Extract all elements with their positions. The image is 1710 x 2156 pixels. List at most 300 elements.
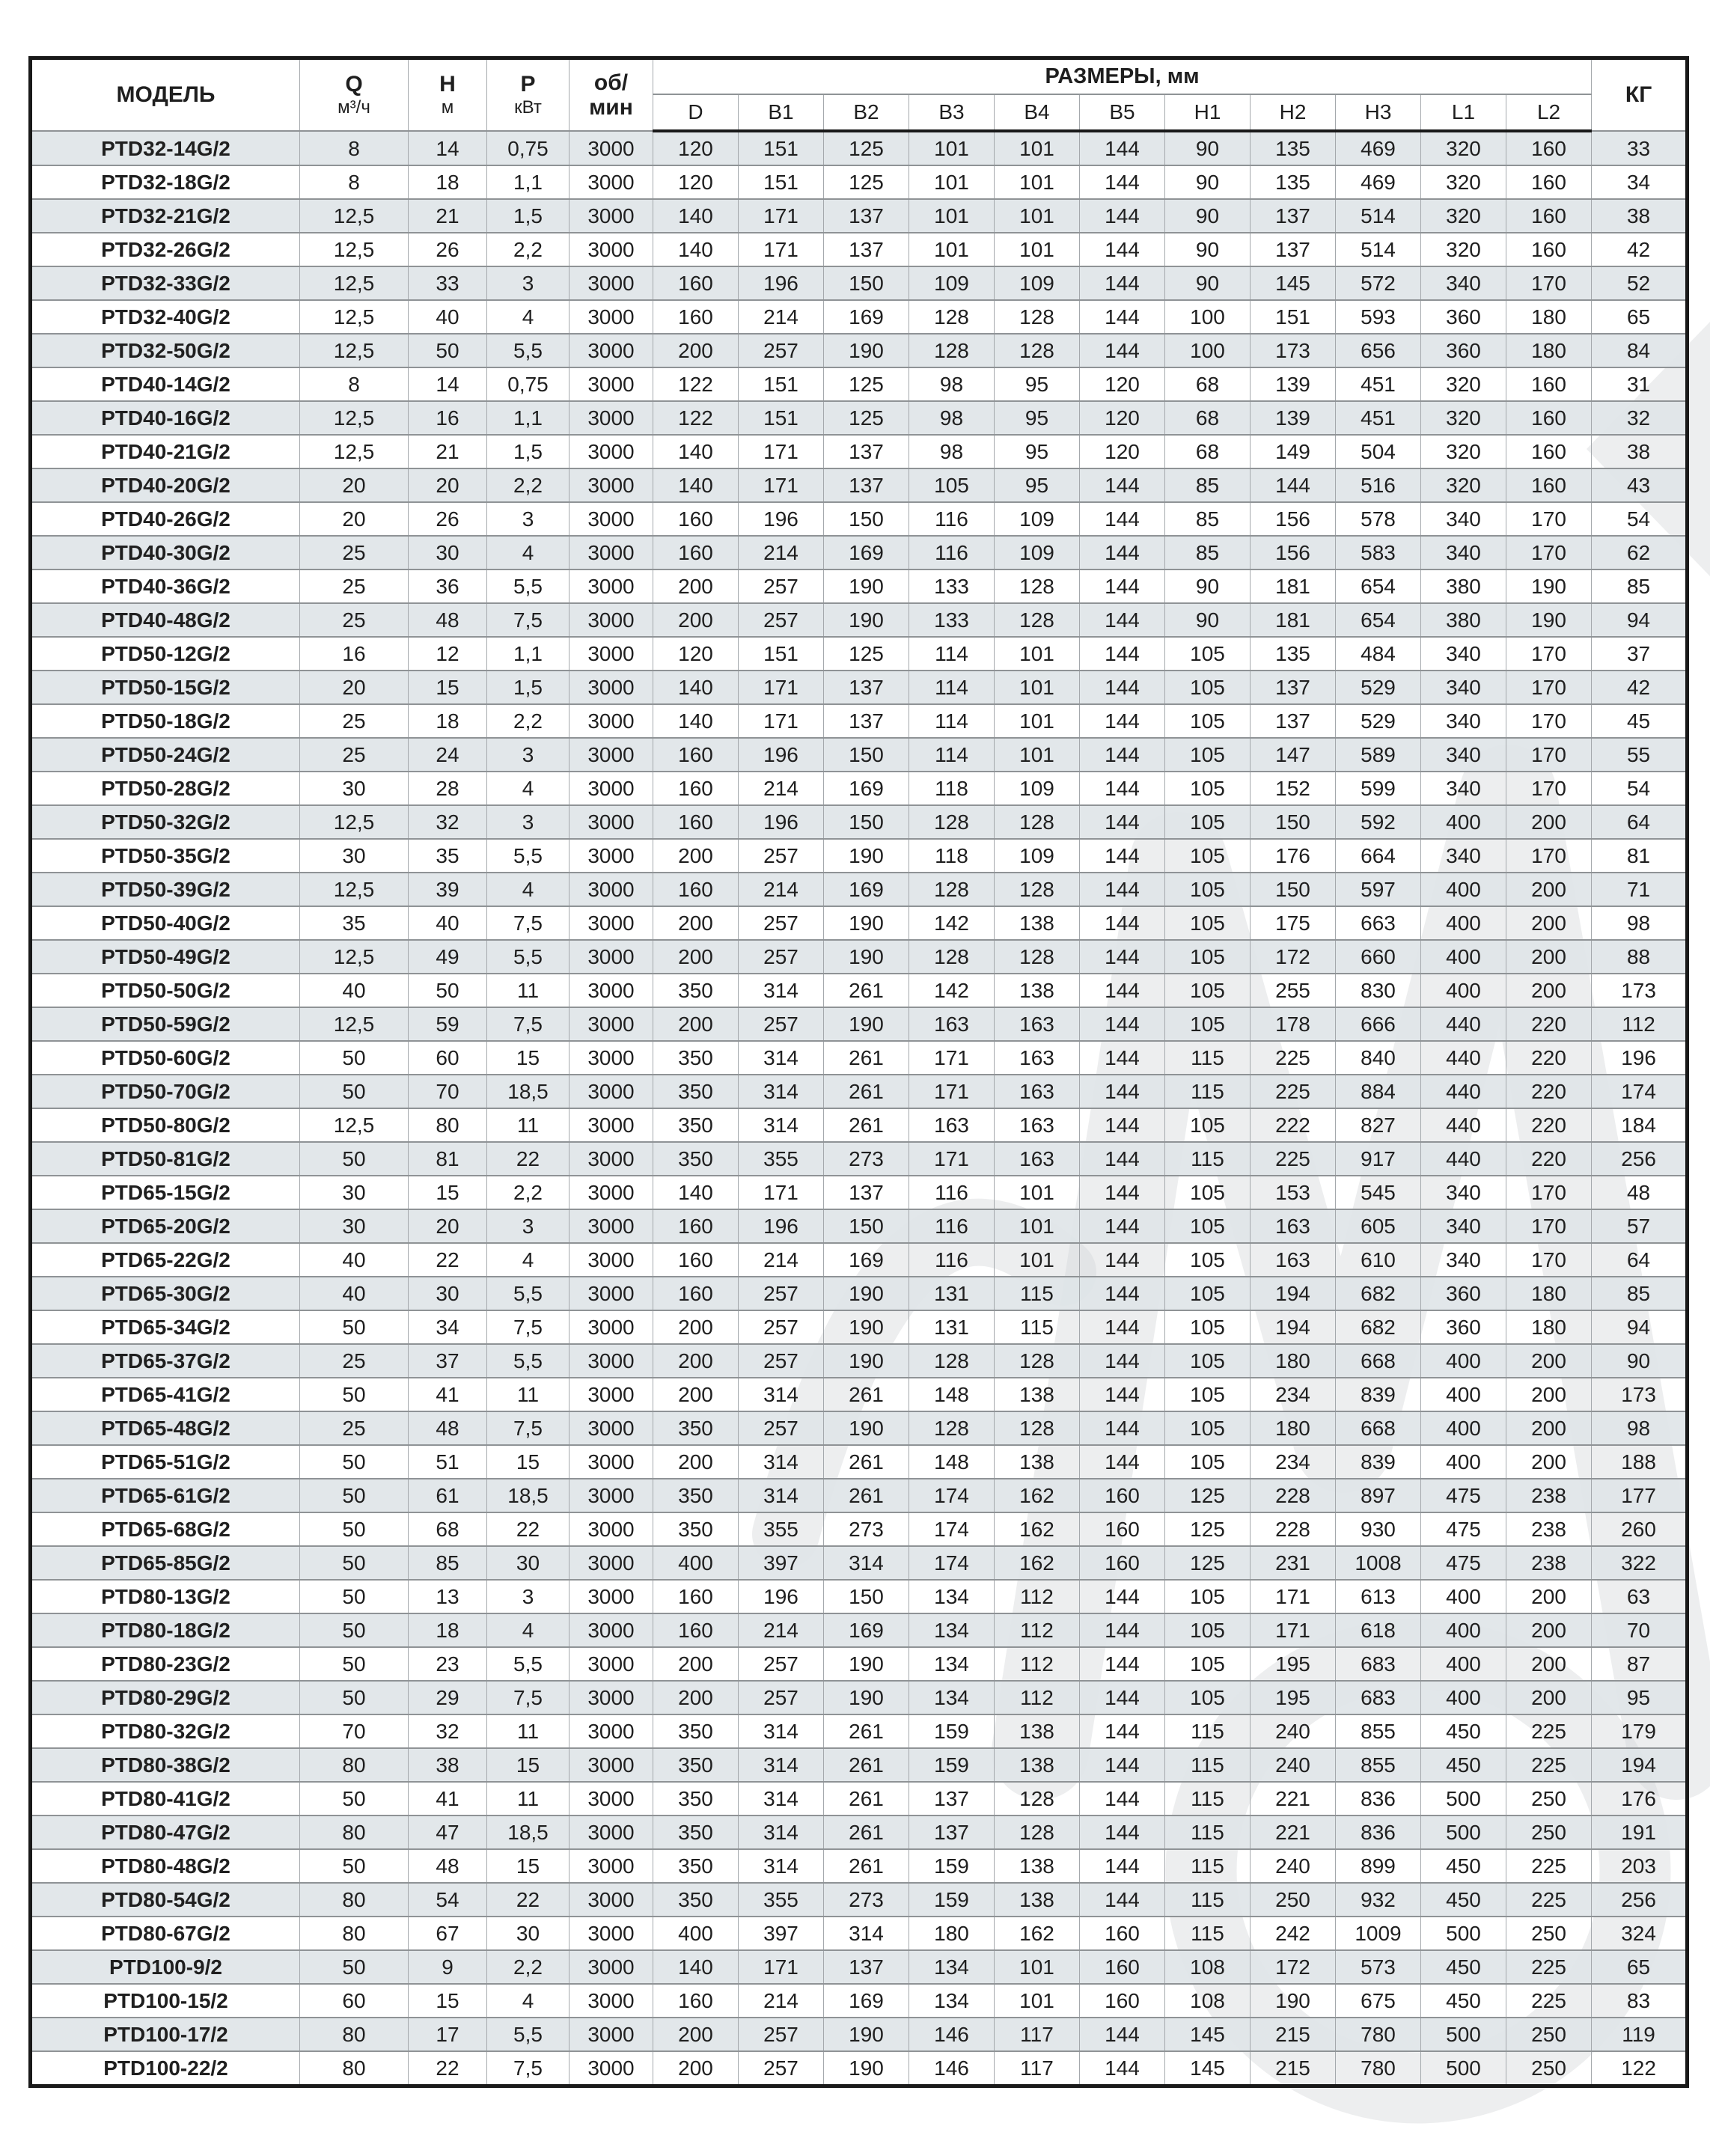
- value-cell: 350: [653, 1883, 739, 1917]
- model-cell: PTD32-26G/2: [31, 233, 300, 266]
- value-cell: 7,5: [487, 2051, 570, 2086]
- model-cell: PTD80-54G/2: [31, 1883, 300, 1917]
- value-cell: 7,5: [487, 1681, 570, 1714]
- value-cell: 25: [300, 704, 409, 738]
- value-cell: 228: [1251, 1479, 1336, 1512]
- value-cell: 200: [1506, 974, 1592, 1007]
- value-cell: 257: [739, 1344, 824, 1378]
- value-cell: 261: [824, 1782, 909, 1816]
- value-cell: 163: [909, 1108, 995, 1142]
- value-cell: 3000: [570, 1950, 653, 1984]
- value-cell: 840: [1336, 1041, 1421, 1075]
- value-cell: 675: [1336, 1984, 1421, 2018]
- value-cell: 400: [1421, 974, 1506, 1007]
- value-cell: 350: [653, 1714, 739, 1748]
- value-cell: 85: [1592, 569, 1688, 603]
- value-cell: 12,5: [300, 805, 409, 839]
- table-row: [31, 1411, 1688, 1445]
- value-cell: 55: [1592, 738, 1688, 772]
- value-cell: 38: [409, 1748, 487, 1782]
- value-cell: 160: [653, 1209, 739, 1243]
- value-cell: 138: [995, 974, 1080, 1007]
- value-cell: 101: [995, 704, 1080, 738]
- value-cell: 48: [409, 1849, 487, 1883]
- value-cell: 17: [409, 2018, 487, 2051]
- value-cell: 3000: [570, 536, 653, 569]
- value-cell: 67: [409, 1917, 487, 1950]
- value-cell: 3000: [570, 1782, 653, 1816]
- value-cell: 160: [1506, 435, 1592, 468]
- value-cell: 68: [409, 1512, 487, 1546]
- value-cell: 117: [995, 2018, 1080, 2051]
- value-cell: 190: [824, 334, 909, 367]
- column-header-l2: L2: [1506, 94, 1592, 131]
- value-cell: 400: [1421, 1378, 1506, 1411]
- value-cell: 80: [300, 1883, 409, 1917]
- value-cell: 105: [1165, 1243, 1251, 1277]
- value-cell: 196: [739, 266, 824, 300]
- value-cell: 234: [1251, 1378, 1336, 1411]
- model-cell: PTD32-18G/2: [31, 165, 300, 199]
- value-cell: 225: [1506, 1984, 1592, 2018]
- value-cell: 256: [1592, 1142, 1688, 1176]
- value-cell: 3000: [570, 974, 653, 1007]
- model-cell: PTD65-51G/2: [31, 1445, 300, 1479]
- value-cell: 144: [1080, 1411, 1165, 1445]
- value-cell: 152: [1251, 772, 1336, 805]
- table-row: [31, 906, 1688, 940]
- value-cell: 160: [653, 300, 739, 334]
- model-cell: PTD50-12G/2: [31, 637, 300, 671]
- value-cell: 190: [824, 1344, 909, 1378]
- value-cell: 350: [653, 1142, 739, 1176]
- value-cell: 70: [409, 1075, 487, 1108]
- value-cell: 8: [300, 165, 409, 199]
- value-cell: 340: [1421, 738, 1506, 772]
- model-cell: PTD100-22/2: [31, 2051, 300, 2086]
- value-cell: 85: [409, 1546, 487, 1580]
- value-cell: 214: [739, 1243, 824, 1277]
- value-cell: 128: [995, 569, 1080, 603]
- value-cell: 115: [995, 1277, 1080, 1310]
- value-cell: 159: [909, 1849, 995, 1883]
- value-cell: 3000: [570, 1984, 653, 2018]
- table-row: [31, 536, 1688, 569]
- value-cell: 20: [300, 468, 409, 502]
- value-cell: 340: [1421, 536, 1506, 569]
- value-cell: 225: [1506, 1883, 1592, 1917]
- value-cell: 169: [824, 1984, 909, 2018]
- table-row: [31, 805, 1688, 839]
- value-cell: 184: [1592, 1108, 1688, 1142]
- value-cell: 191: [1592, 1816, 1688, 1849]
- value-cell: 125: [824, 131, 909, 165]
- value-cell: 171: [909, 1142, 995, 1176]
- value-cell: 355: [739, 1142, 824, 1176]
- value-cell: 94: [1592, 1310, 1688, 1344]
- table-row: [31, 199, 1688, 233]
- table-body: [31, 131, 1688, 2086]
- value-cell: 190: [824, 1681, 909, 1714]
- value-cell: 90: [1165, 569, 1251, 603]
- value-cell: 469: [1336, 131, 1421, 165]
- value-cell: 221: [1251, 1782, 1336, 1816]
- value-cell: 450: [1421, 1950, 1506, 1984]
- value-cell: 400: [1421, 1344, 1506, 1378]
- value-cell: 350: [653, 1041, 739, 1075]
- table-row: [31, 1344, 1688, 1378]
- value-cell: 137: [1251, 671, 1336, 704]
- value-cell: 170: [1506, 738, 1592, 772]
- value-cell: 3000: [570, 1647, 653, 1681]
- value-cell: 50: [300, 1378, 409, 1411]
- value-cell: 4: [487, 1243, 570, 1277]
- table-header: [31, 58, 1688, 132]
- value-cell: 1009: [1336, 1917, 1421, 1950]
- value-cell: 9: [409, 1950, 487, 1984]
- value-cell: 160: [653, 1243, 739, 1277]
- value-cell: 125: [824, 165, 909, 199]
- value-cell: 160: [653, 873, 739, 906]
- value-cell: 42: [1592, 671, 1688, 704]
- value-cell: 397: [739, 1546, 824, 1580]
- value-cell: 932: [1336, 1883, 1421, 1917]
- value-cell: 128: [995, 334, 1080, 367]
- value-cell: 440: [1421, 1075, 1506, 1108]
- value-cell: 500: [1421, 1816, 1506, 1849]
- value-cell: 200: [1506, 1378, 1592, 1411]
- value-cell: 529: [1336, 671, 1421, 704]
- value-cell: 16: [300, 637, 409, 671]
- value-cell: 18,5: [487, 1479, 570, 1512]
- value-cell: 120: [1080, 435, 1165, 468]
- value-cell: 100: [1165, 334, 1251, 367]
- value-cell: 3000: [570, 1512, 653, 1546]
- value-cell: 128: [909, 805, 995, 839]
- table-row: [31, 873, 1688, 906]
- value-cell: 225: [1251, 1041, 1336, 1075]
- value-cell: 656: [1336, 334, 1421, 367]
- value-cell: 115: [1165, 1748, 1251, 1782]
- value-cell: 190: [824, 1310, 909, 1344]
- value-cell: 5,5: [487, 1344, 570, 1378]
- value-cell: 23: [409, 1647, 487, 1681]
- value-cell: 599: [1336, 772, 1421, 805]
- value-cell: 171: [739, 468, 824, 502]
- value-cell: 119: [1592, 2018, 1688, 2051]
- value-cell: 3000: [570, 906, 653, 940]
- value-cell: 15: [487, 1445, 570, 1479]
- value-cell: 98: [909, 435, 995, 468]
- value-cell: 3000: [570, 1816, 653, 1849]
- value-cell: 682: [1336, 1310, 1421, 1344]
- column-header-h1: H1: [1165, 94, 1251, 131]
- value-cell: 171: [909, 1041, 995, 1075]
- value-cell: 1,5: [487, 671, 570, 704]
- value-cell: 780: [1336, 2018, 1421, 2051]
- value-cell: 163: [995, 1108, 1080, 1142]
- value-cell: 144: [1080, 1849, 1165, 1883]
- value-cell: 200: [653, 1445, 739, 1479]
- value-cell: 151: [739, 637, 824, 671]
- value-cell: 160: [1080, 1546, 1165, 1580]
- value-cell: 200: [1506, 873, 1592, 906]
- value-cell: 144: [1080, 637, 1165, 671]
- value-cell: 84: [1592, 334, 1688, 367]
- model-cell: PTD80-23G/2: [31, 1647, 300, 1681]
- value-cell: 261: [824, 1445, 909, 1479]
- value-cell: 255: [1251, 974, 1336, 1007]
- value-cell: 314: [739, 1479, 824, 1512]
- value-cell: 2,2: [487, 233, 570, 266]
- value-cell: 261: [824, 1075, 909, 1108]
- value-cell: 3000: [570, 2018, 653, 2051]
- value-cell: 36: [409, 569, 487, 603]
- table-row: [31, 1041, 1688, 1075]
- value-cell: 95: [1592, 1681, 1688, 1714]
- value-cell: 261: [824, 1849, 909, 1883]
- value-cell: 930: [1336, 1512, 1421, 1546]
- value-cell: 32: [409, 805, 487, 839]
- table-row: [31, 1512, 1688, 1546]
- model-cell: PTD80-29G/2: [31, 1681, 300, 1714]
- value-cell: 190: [824, 1007, 909, 1041]
- value-cell: 220: [1506, 1142, 1592, 1176]
- value-cell: 151: [739, 367, 824, 401]
- value-cell: 18: [409, 1613, 487, 1647]
- value-cell: 169: [824, 1613, 909, 1647]
- value-cell: 116: [909, 1209, 995, 1243]
- value-cell: 105: [1165, 1007, 1251, 1041]
- value-cell: 172: [1251, 940, 1336, 974]
- value-cell: 101: [995, 199, 1080, 233]
- value-cell: 273: [824, 1142, 909, 1176]
- value-cell: 200: [653, 1344, 739, 1378]
- value-cell: 500: [1421, 2018, 1506, 2051]
- value-cell: 29: [409, 1681, 487, 1714]
- value-cell: 137: [909, 1782, 995, 1816]
- value-cell: 160: [1506, 165, 1592, 199]
- value-cell: 50: [300, 1310, 409, 1344]
- value-cell: 134: [909, 1580, 995, 1613]
- value-cell: 105: [1165, 873, 1251, 906]
- value-cell: 3000: [570, 468, 653, 502]
- model-cell: PTD50-59G/2: [31, 1007, 300, 1041]
- model-cell: PTD50-32G/2: [31, 805, 300, 839]
- value-cell: 3000: [570, 401, 653, 435]
- value-cell: 70: [300, 1714, 409, 1748]
- value-cell: 160: [1506, 401, 1592, 435]
- value-cell: 144: [1080, 1243, 1165, 1277]
- value-cell: 142: [909, 906, 995, 940]
- value-cell: 68: [1165, 367, 1251, 401]
- value-cell: 190: [824, 1411, 909, 1445]
- value-cell: 5,5: [487, 569, 570, 603]
- value-cell: 101: [909, 199, 995, 233]
- value-cell: 85: [1165, 502, 1251, 536]
- value-cell: 144: [1080, 2018, 1165, 2051]
- value-cell: 14: [409, 367, 487, 401]
- value-cell: 88: [1592, 940, 1688, 974]
- value-cell: 150: [1251, 873, 1336, 906]
- value-cell: 26: [409, 502, 487, 536]
- value-cell: 80: [300, 1816, 409, 1849]
- value-cell: 112: [995, 1613, 1080, 1647]
- value-cell: 3000: [570, 1546, 653, 1580]
- value-cell: 105: [1165, 704, 1251, 738]
- value-cell: 340: [1421, 671, 1506, 704]
- value-cell: 170: [1506, 772, 1592, 805]
- value-cell: 195: [1251, 1647, 1336, 1681]
- value-cell: 214: [739, 1613, 824, 1647]
- column-header-p: [487, 58, 570, 132]
- value-cell: 101: [995, 1209, 1080, 1243]
- model-cell: PTD65-34G/2: [31, 1310, 300, 1344]
- value-cell: 12,5: [300, 334, 409, 367]
- value-cell: 177: [1592, 1479, 1688, 1512]
- value-cell: 3000: [570, 1714, 653, 1748]
- value-cell: 190: [824, 1647, 909, 1681]
- value-cell: 50: [300, 1782, 409, 1816]
- value-cell: 180: [1506, 1277, 1592, 1310]
- value-cell: 169: [824, 300, 909, 334]
- value-cell: 516: [1336, 468, 1421, 502]
- value-cell: 4: [487, 536, 570, 569]
- value-cell: 80: [300, 2018, 409, 2051]
- value-cell: 188: [1592, 1445, 1688, 1479]
- value-cell: 340: [1421, 502, 1506, 536]
- value-cell: 180: [1506, 334, 1592, 367]
- value-cell: 150: [824, 266, 909, 300]
- value-cell: 64: [1592, 805, 1688, 839]
- value-cell: 105: [1165, 1108, 1251, 1142]
- value-cell: 128: [909, 940, 995, 974]
- value-cell: 350: [653, 1849, 739, 1883]
- table-row: [31, 1782, 1688, 1816]
- table-row: [31, 1075, 1688, 1108]
- q-unit: м³/ч: [338, 97, 370, 117]
- value-cell: 203: [1592, 1849, 1688, 1883]
- value-cell: 151: [739, 131, 824, 165]
- value-cell: 350: [653, 1512, 739, 1546]
- value-cell: 180: [909, 1917, 995, 1950]
- model-cell: PTD65-30G/2: [31, 1277, 300, 1310]
- value-cell: 144: [1080, 772, 1165, 805]
- value-cell: 70: [1592, 1613, 1688, 1647]
- model-cell: PTD65-41G/2: [31, 1378, 300, 1411]
- value-cell: 30: [409, 536, 487, 569]
- value-cell: 3000: [570, 873, 653, 906]
- value-cell: 5,5: [487, 839, 570, 873]
- value-cell: 170: [1506, 1209, 1592, 1243]
- model-cell: PTD50-40G/2: [31, 906, 300, 940]
- pump-spec-table-container: [28, 56, 1684, 2088]
- value-cell: 2,2: [487, 1176, 570, 1209]
- value-cell: 190: [1506, 603, 1592, 637]
- model-cell: PTD50-70G/2: [31, 1075, 300, 1108]
- value-cell: 3000: [570, 1277, 653, 1310]
- value-cell: 231: [1251, 1546, 1336, 1580]
- model-cell: PTD100-15/2: [31, 1984, 300, 2018]
- value-cell: 225: [1506, 1714, 1592, 1748]
- value-cell: 5,5: [487, 334, 570, 367]
- value-cell: 50: [300, 1681, 409, 1714]
- value-cell: 400: [1421, 805, 1506, 839]
- value-cell: 214: [739, 300, 824, 334]
- value-cell: 15: [409, 1984, 487, 2018]
- value-cell: 144: [1080, 1647, 1165, 1681]
- model-cell: PTD100-17/2: [31, 2018, 300, 2051]
- value-cell: 314: [739, 1849, 824, 1883]
- value-cell: 40: [300, 1243, 409, 1277]
- value-cell: 144: [1080, 300, 1165, 334]
- value-cell: 160: [1506, 468, 1592, 502]
- value-cell: 48: [409, 603, 487, 637]
- value-cell: 144: [1080, 603, 1165, 637]
- value-cell: 1,1: [487, 637, 570, 671]
- value-cell: 80: [409, 1108, 487, 1142]
- value-cell: 160: [1506, 367, 1592, 401]
- value-cell: 200: [653, 603, 739, 637]
- value-cell: 180: [1506, 1310, 1592, 1344]
- value-cell: 350: [653, 1108, 739, 1142]
- value-cell: 314: [739, 1782, 824, 1816]
- value-cell: 320: [1421, 165, 1506, 199]
- value-cell: 3000: [570, 1176, 653, 1209]
- value-cell: 101: [995, 165, 1080, 199]
- model-cell: PTD80-48G/2: [31, 1849, 300, 1883]
- value-cell: 214: [739, 772, 824, 805]
- value-cell: 85: [1165, 468, 1251, 502]
- value-cell: 664: [1336, 839, 1421, 873]
- value-cell: 101: [995, 1176, 1080, 1209]
- table-row: [31, 974, 1688, 1007]
- value-cell: 3: [487, 1580, 570, 1613]
- value-cell: 148: [909, 1378, 995, 1411]
- model-cell: PTD40-26G/2: [31, 502, 300, 536]
- rpm-label-line1: об/: [593, 70, 629, 95]
- value-cell: 135: [1251, 637, 1336, 671]
- value-cell: 116: [909, 1176, 995, 1209]
- value-cell: 180: [1251, 1411, 1336, 1445]
- table-row: [31, 671, 1688, 704]
- value-cell: 618: [1336, 1613, 1421, 1647]
- value-cell: 171: [739, 1950, 824, 1984]
- table-row: [31, 1310, 1688, 1344]
- value-cell: 101: [995, 131, 1080, 165]
- value-cell: 30: [409, 1277, 487, 1310]
- value-cell: 917: [1336, 1142, 1421, 1176]
- value-cell: 138: [995, 1714, 1080, 1748]
- value-cell: 196: [739, 1580, 824, 1613]
- value-cell: 196: [739, 805, 824, 839]
- value-cell: 146: [909, 2051, 995, 2086]
- model-cell: PTD40-36G/2: [31, 569, 300, 603]
- value-cell: 500: [1421, 1782, 1506, 1816]
- value-cell: 12,5: [300, 1007, 409, 1041]
- value-cell: 109: [995, 839, 1080, 873]
- value-cell: 65: [1592, 1950, 1688, 1984]
- model-cell: PTD50-28G/2: [31, 772, 300, 805]
- model-cell: PTD32-40G/2: [31, 300, 300, 334]
- value-cell: 12,5: [300, 940, 409, 974]
- value-cell: 3000: [570, 1209, 653, 1243]
- value-cell: 250: [1506, 2018, 1592, 2051]
- value-cell: 314: [824, 1546, 909, 1580]
- value-cell: 159: [909, 1748, 995, 1782]
- value-cell: 12,5: [300, 199, 409, 233]
- value-cell: 112: [1592, 1007, 1688, 1041]
